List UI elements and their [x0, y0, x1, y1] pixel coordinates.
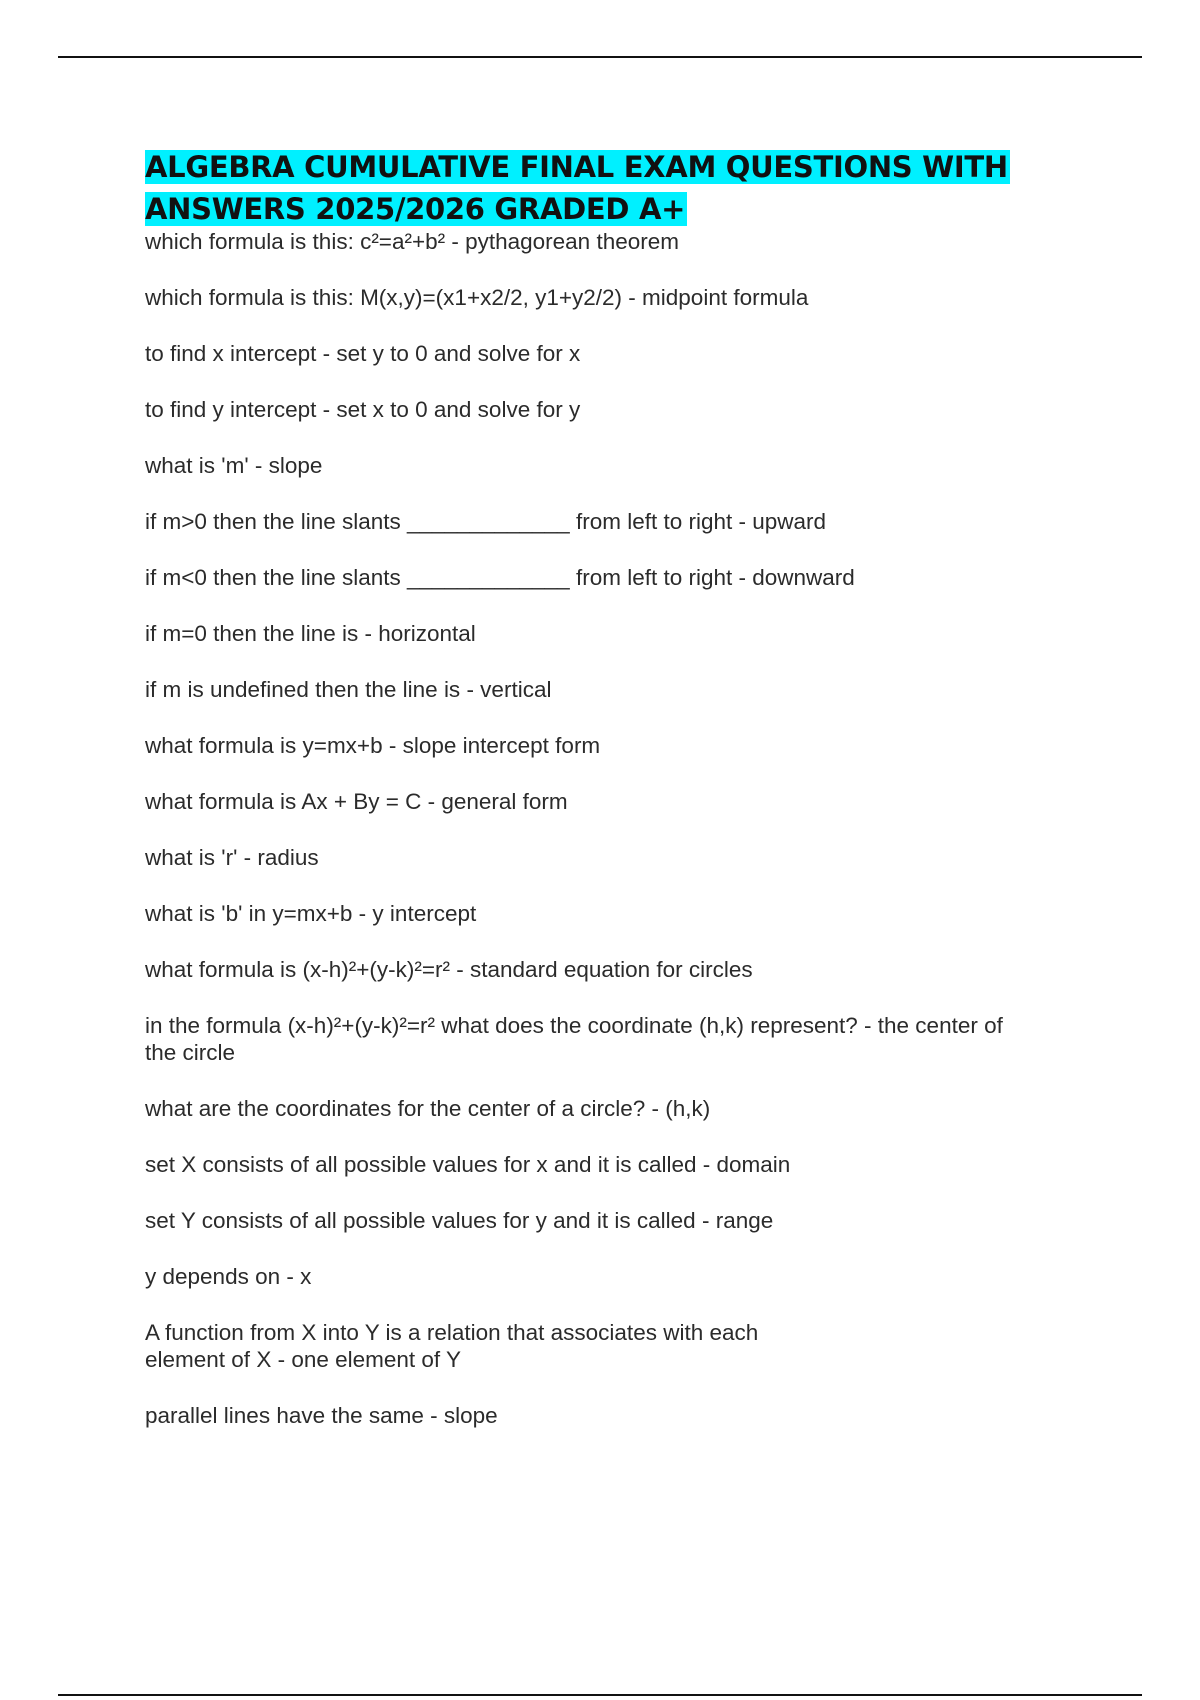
- qa-item-m-zero: if m=0 then the line is - horizontal: [145, 621, 476, 646]
- qa-item-slope-m: what is 'm' - slope: [145, 453, 323, 478]
- header-rule: [58, 56, 1142, 58]
- qa-list: [145, 228, 1085, 1429]
- qa-item-y-depends: y depends on - x: [145, 1264, 312, 1289]
- qa-item-y-intercept: to find y intercept - set x to 0 and solve for y: [145, 397, 581, 422]
- qa-item-circle-center-meaning: in the formula (x-h)²+(y-k)²=r² what does the coordinate (h,k) represent? - the center of the circle: [145, 1013, 1003, 1065]
- qa-item-b-intercept: what is 'b' in y=mx+b - y intercept: [145, 901, 477, 926]
- qa-item-general-form: what formula is Ax + By = C - general form: [145, 789, 568, 814]
- qa-item-circle-center-coords: what are the coordinates for the center of a circle? - (h,k): [145, 1096, 711, 1121]
- qa-item-domain: set X consists of all possible values for x and it is called - domain: [145, 1152, 791, 1177]
- qa-item-range: set Y consists of all possible values for y and it is called - range: [145, 1208, 774, 1233]
- qa-item-m-positive: if m>0 then the line slants _____________ from left to right - upward: [145, 509, 827, 534]
- title-line-1: ALGEBRA CUMULATIVE FINAL EXAM QUESTIONS WITH: [145, 150, 1008, 184]
- qa-item-parallel-lines: parallel lines have the same - slope: [145, 1403, 498, 1428]
- qa-item-m-undefined: if m is undefined then the line is - vertical: [145, 677, 552, 702]
- qa-item-circle-equation: what formula is (x-h)²+(y-k)²=r² - standard equation for circles: [145, 957, 753, 982]
- qa-item-midpoint: which formula is this: M(x,y)=(x1+x2/2, y1+y2/2) - midpoint formula: [145, 285, 809, 310]
- qa-item-radius: what is 'r' - radius: [145, 845, 319, 870]
- qa-item-function-definition: A function from X into Y is a relation that associates with each element of X - one element of Y: [145, 1320, 759, 1372]
- document-title: [145, 146, 1085, 230]
- footer-rule: [58, 1694, 1142, 1696]
- document-body: [145, 146, 1085, 1458]
- qa-item-m-negative: if m<0 then the line slants _____________ from left to right - downward: [145, 565, 855, 590]
- title-line-2: ANSWERS 2025/2026 GRADED A+: [145, 192, 686, 226]
- qa-item-x-intercept: to find x intercept - set y to 0 and solve for x: [145, 341, 581, 366]
- qa-item-pythagorean: which formula is this: c²=a²+b² - pythagorean theorem: [145, 229, 679, 254]
- qa-item-slope-intercept: what formula is y=mx+b - slope intercept form: [145, 733, 601, 758]
